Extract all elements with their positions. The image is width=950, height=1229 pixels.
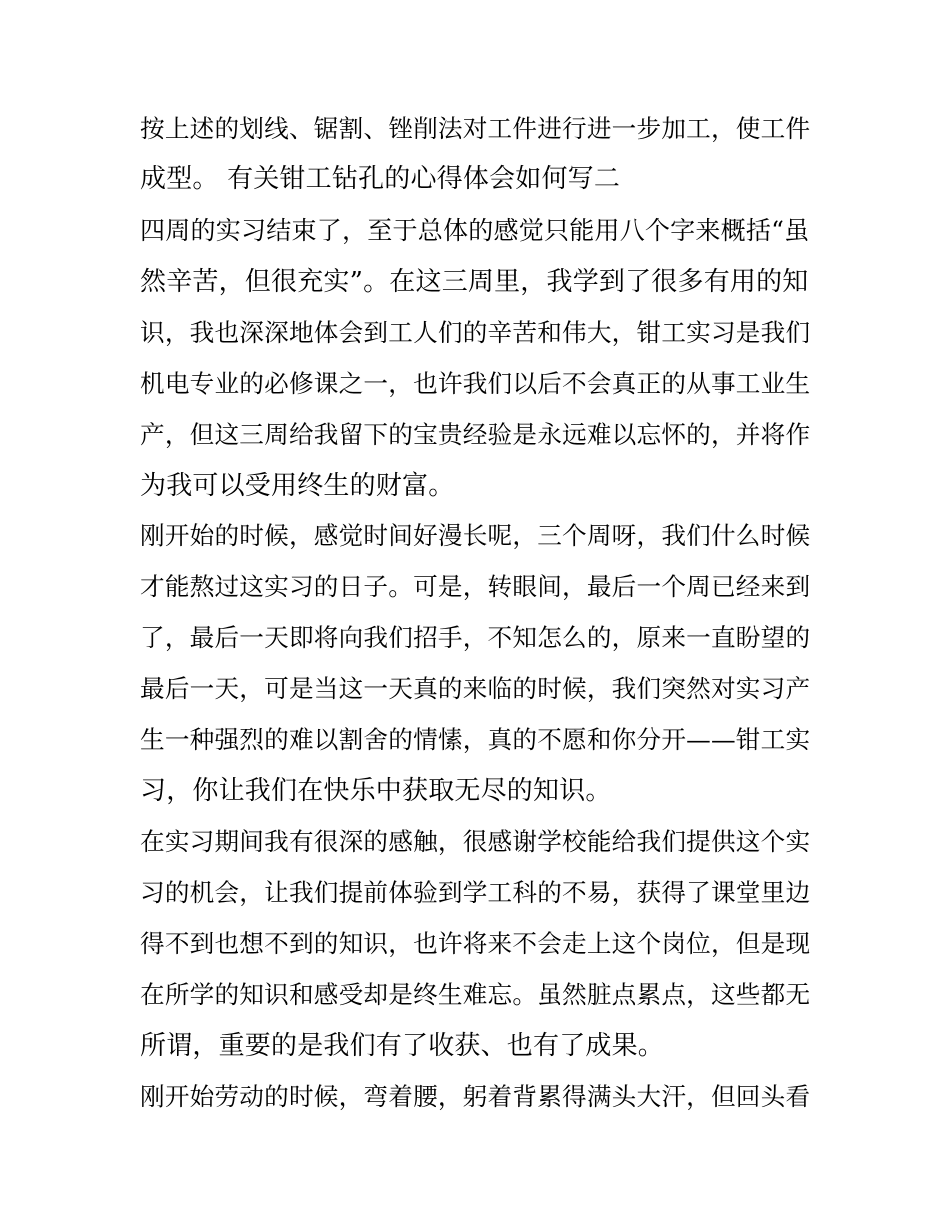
text-line: 得不到也想不到的知识，也许将来不会走上这个岗位，但是现: [140, 929, 811, 958]
text-line: 所谓，重要的是我们有了收获、也有了成果。: [140, 1031, 665, 1061]
text-line: 成型。 有关钳工钻孔的心得体会如何写二: [140, 164, 621, 194]
text-line: 为我可以受用终生的财富。: [140, 471, 455, 501]
text-line: 然辛苦，但很充实”。在这三周里，我学到了很多有用的知: [140, 267, 809, 297]
text-line: 按上述的划线、锯割、锉削法对工件进行进一步加工，使工件: [140, 114, 811, 143]
text-line: 刚开始的时候，感觉时间好漫长呢，三个周呀，我们什么时候: [140, 521, 811, 550]
text-line: 在实习期间我有很深的感触，很感谢学校能给我们提供这个实: [140, 827, 811, 856]
text-line: 机电专业的必修课之一，也许我们以后不会真正的从事工业生: [140, 369, 811, 398]
text-line: 在所学的知识和感受却是终生难忘。虽然脏点累点，这些都无: [140, 980, 811, 1009]
text-line: 生一种强烈的难以割舍的情愫，真的不愿和你分开——钳工实: [140, 725, 811, 754]
text-line: 习的机会，让我们提前体验到学工科的不易，获得了课堂里边: [140, 878, 811, 907]
text-line: 产，但这三周给我留下的宝贵经验是永远难以忘怀的，并将作: [140, 420, 811, 449]
text-line: 了，最后一天即将向我们招手，不知怎么的，原来一直盼望的: [140, 623, 811, 652]
text-line: 才能熬过这实习的日子。可是，转眼间，最后一个周已经来到: [140, 572, 811, 601]
text-line: 习，你让我们在快乐中获取无尽的知识。: [140, 776, 612, 806]
text-line: 最后一天，可是当这一天真的来临的时候，我们突然对实习产: [140, 674, 811, 703]
text-line: 四周的实习结束了，至于总体的感觉只能用八个字来概括“虽: [140, 216, 810, 245]
text-line: 识，我也深深地体会到工人们的辛苦和伟大，钳工实习是我们: [140, 318, 811, 347]
text-line: 刚开始劳动的时候，弯着腰，躬着背累得满头大汗，但回头看: [140, 1082, 811, 1111]
